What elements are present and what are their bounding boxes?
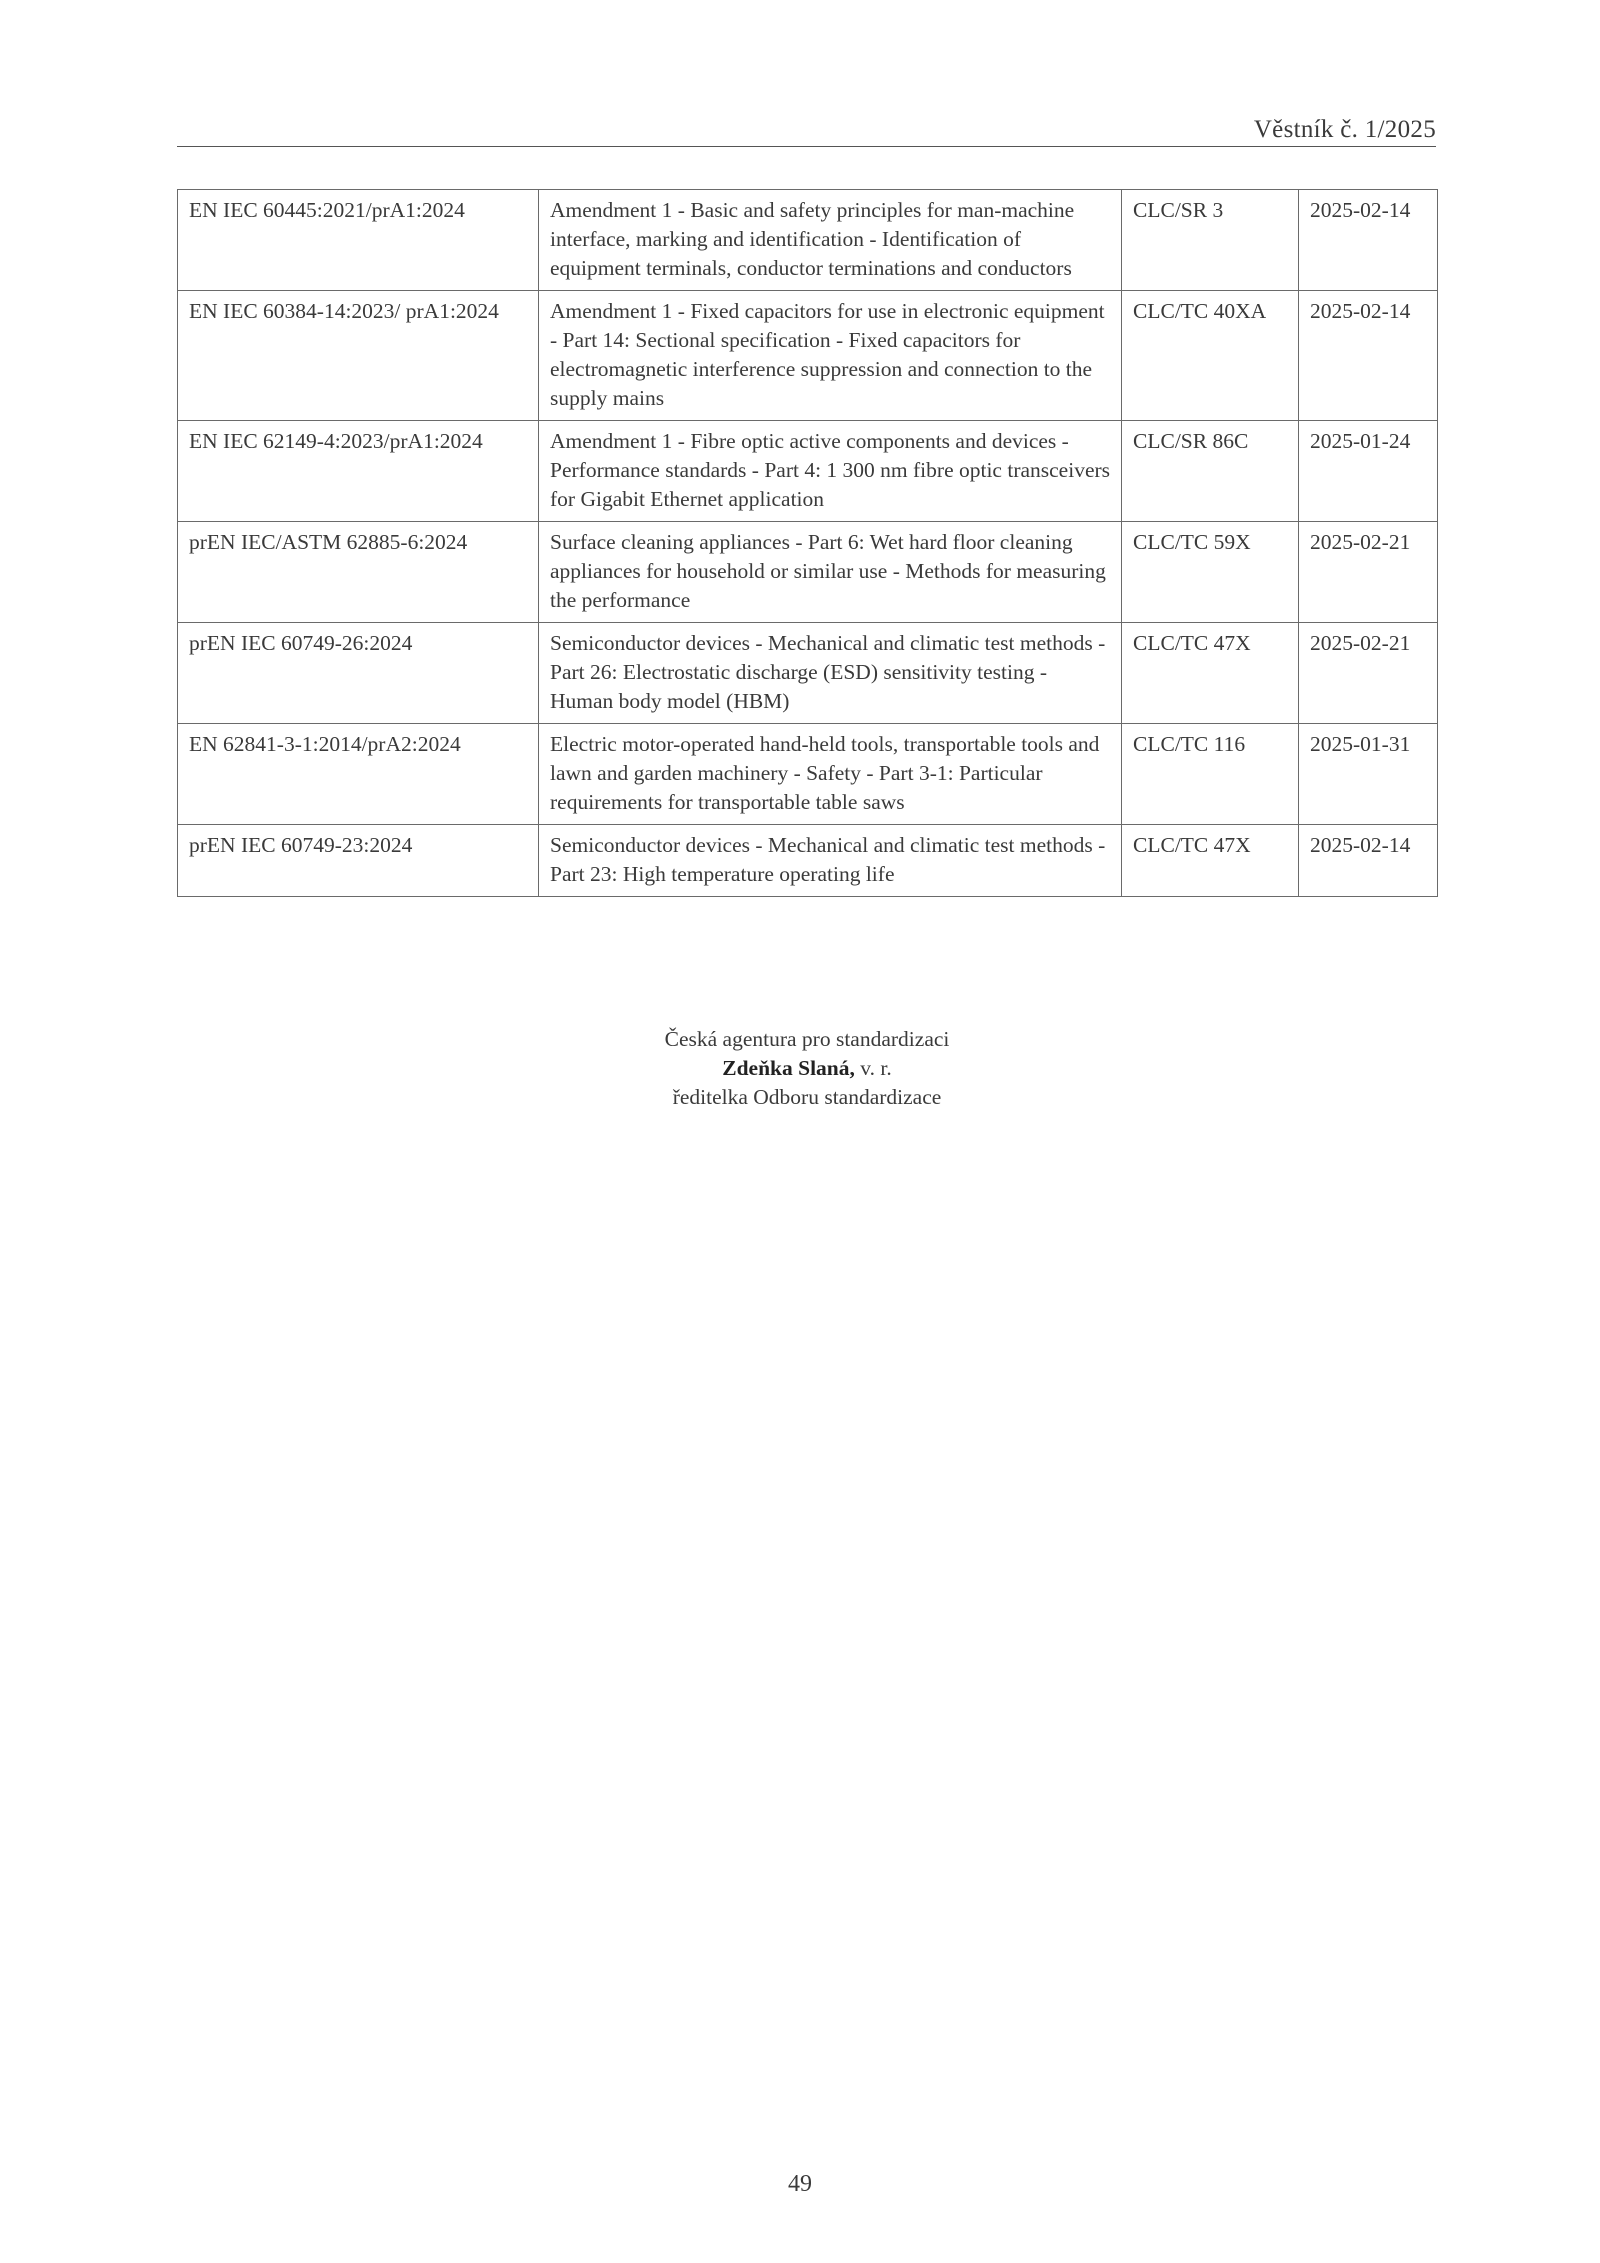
committee: CLC/SR 86C (1122, 421, 1299, 522)
committee: CLC/TC 40XA (1122, 291, 1299, 421)
signatory-position: ředitelka Odboru standardizace (672, 1085, 942, 1109)
deadline-date: 2025-02-21 (1299, 623, 1438, 724)
table-row (178, 522, 1438, 623)
standard-code: EN IEC 60445:2021/prA1:2024 (178, 190, 539, 291)
deadline-date: 2025-01-24 (1299, 421, 1438, 522)
deadline-date: 2025-02-21 (1299, 522, 1438, 623)
standard-code: prEN IEC 60749-23:2024 (178, 825, 539, 897)
standard-code: EN IEC 62149-4:2023/prA1:2024 (178, 421, 539, 522)
deadline-date: 2025-01-31 (1299, 724, 1438, 825)
signatory-name: Zdeňka Slaná, (722, 1056, 855, 1080)
page-header (177, 108, 1436, 147)
standard-code: prEN IEC 60749-26:2024 (178, 623, 539, 724)
committee: CLC/SR 3 (1122, 190, 1299, 291)
committee: CLC/TC 47X (1122, 623, 1299, 724)
deadline-date: 2025-02-14 (1299, 291, 1438, 421)
committee: CLC/TC 116 (1122, 724, 1299, 825)
journal-issue-title: Věstník č. 1/2025 (1253, 116, 1436, 143)
standard-title: Surface cleaning appliances - Part 6: Wet hard floor cleaning appliances for household or similar use - Methods for measuring the performance (539, 522, 1122, 623)
standard-title: Amendment 1 - Fixed capacitors for use in electronic equipment - Part 14: Sectional specification - Fixed capacitors for electromagnetic interference suppression and connection to the supply mains (539, 291, 1122, 421)
deadline-date: 2025-02-14 (1299, 825, 1438, 897)
table-row (178, 623, 1438, 724)
committee: CLC/TC 59X (1122, 522, 1299, 623)
table-row (178, 421, 1438, 522)
standards-table (177, 189, 1438, 897)
signature-block (177, 1025, 1437, 1112)
standard-title: Semiconductor devices - Mechanical and climatic test methods - Part 23: High temperature operating life (539, 825, 1122, 897)
standard-code: EN IEC 60384-14:2023/ prA1:2024 (178, 291, 539, 421)
standard-code: prEN IEC/ASTM 62885-6:2024 (178, 522, 539, 623)
standard-title: Semiconductor devices - Mechanical and climatic test methods - Part 26: Electrostatic discharge (ESD) sensitivity testing - Human body model (HBM) (539, 623, 1122, 724)
standard-title: Amendment 1 - Fibre optic active components and devices - Performance standards - Part 4: 1 300 nm fibre optic transceivers for Gigabit Ethernet application (539, 421, 1122, 522)
table-row (178, 825, 1438, 897)
table-row (178, 724, 1438, 825)
standard-code: EN 62841-3-1:2014/prA2:2024 (178, 724, 539, 825)
committee: CLC/TC 47X (1122, 825, 1299, 897)
table-row (178, 291, 1438, 421)
deadline-date: 2025-02-14 (1299, 190, 1438, 291)
signature-organization: Česká agentura pro standardizaci (664, 1027, 950, 1051)
signature-suffix: v. r. (854, 1056, 892, 1080)
page-number: 49 (788, 2171, 812, 2197)
table-row (178, 190, 1438, 291)
standard-title: Amendment 1 - Basic and safety principles for man-machine interface, marking and identification - Identification of equipment terminals, conductor terminations and conductors (539, 190, 1122, 291)
signature-name-line (177, 1054, 1437, 1083)
standard-title: Electric motor-operated hand-held tools, transportable tools and lawn and garden machinery - Safety - Part 3-1: Particular requirements for transportable table saws (539, 724, 1122, 825)
